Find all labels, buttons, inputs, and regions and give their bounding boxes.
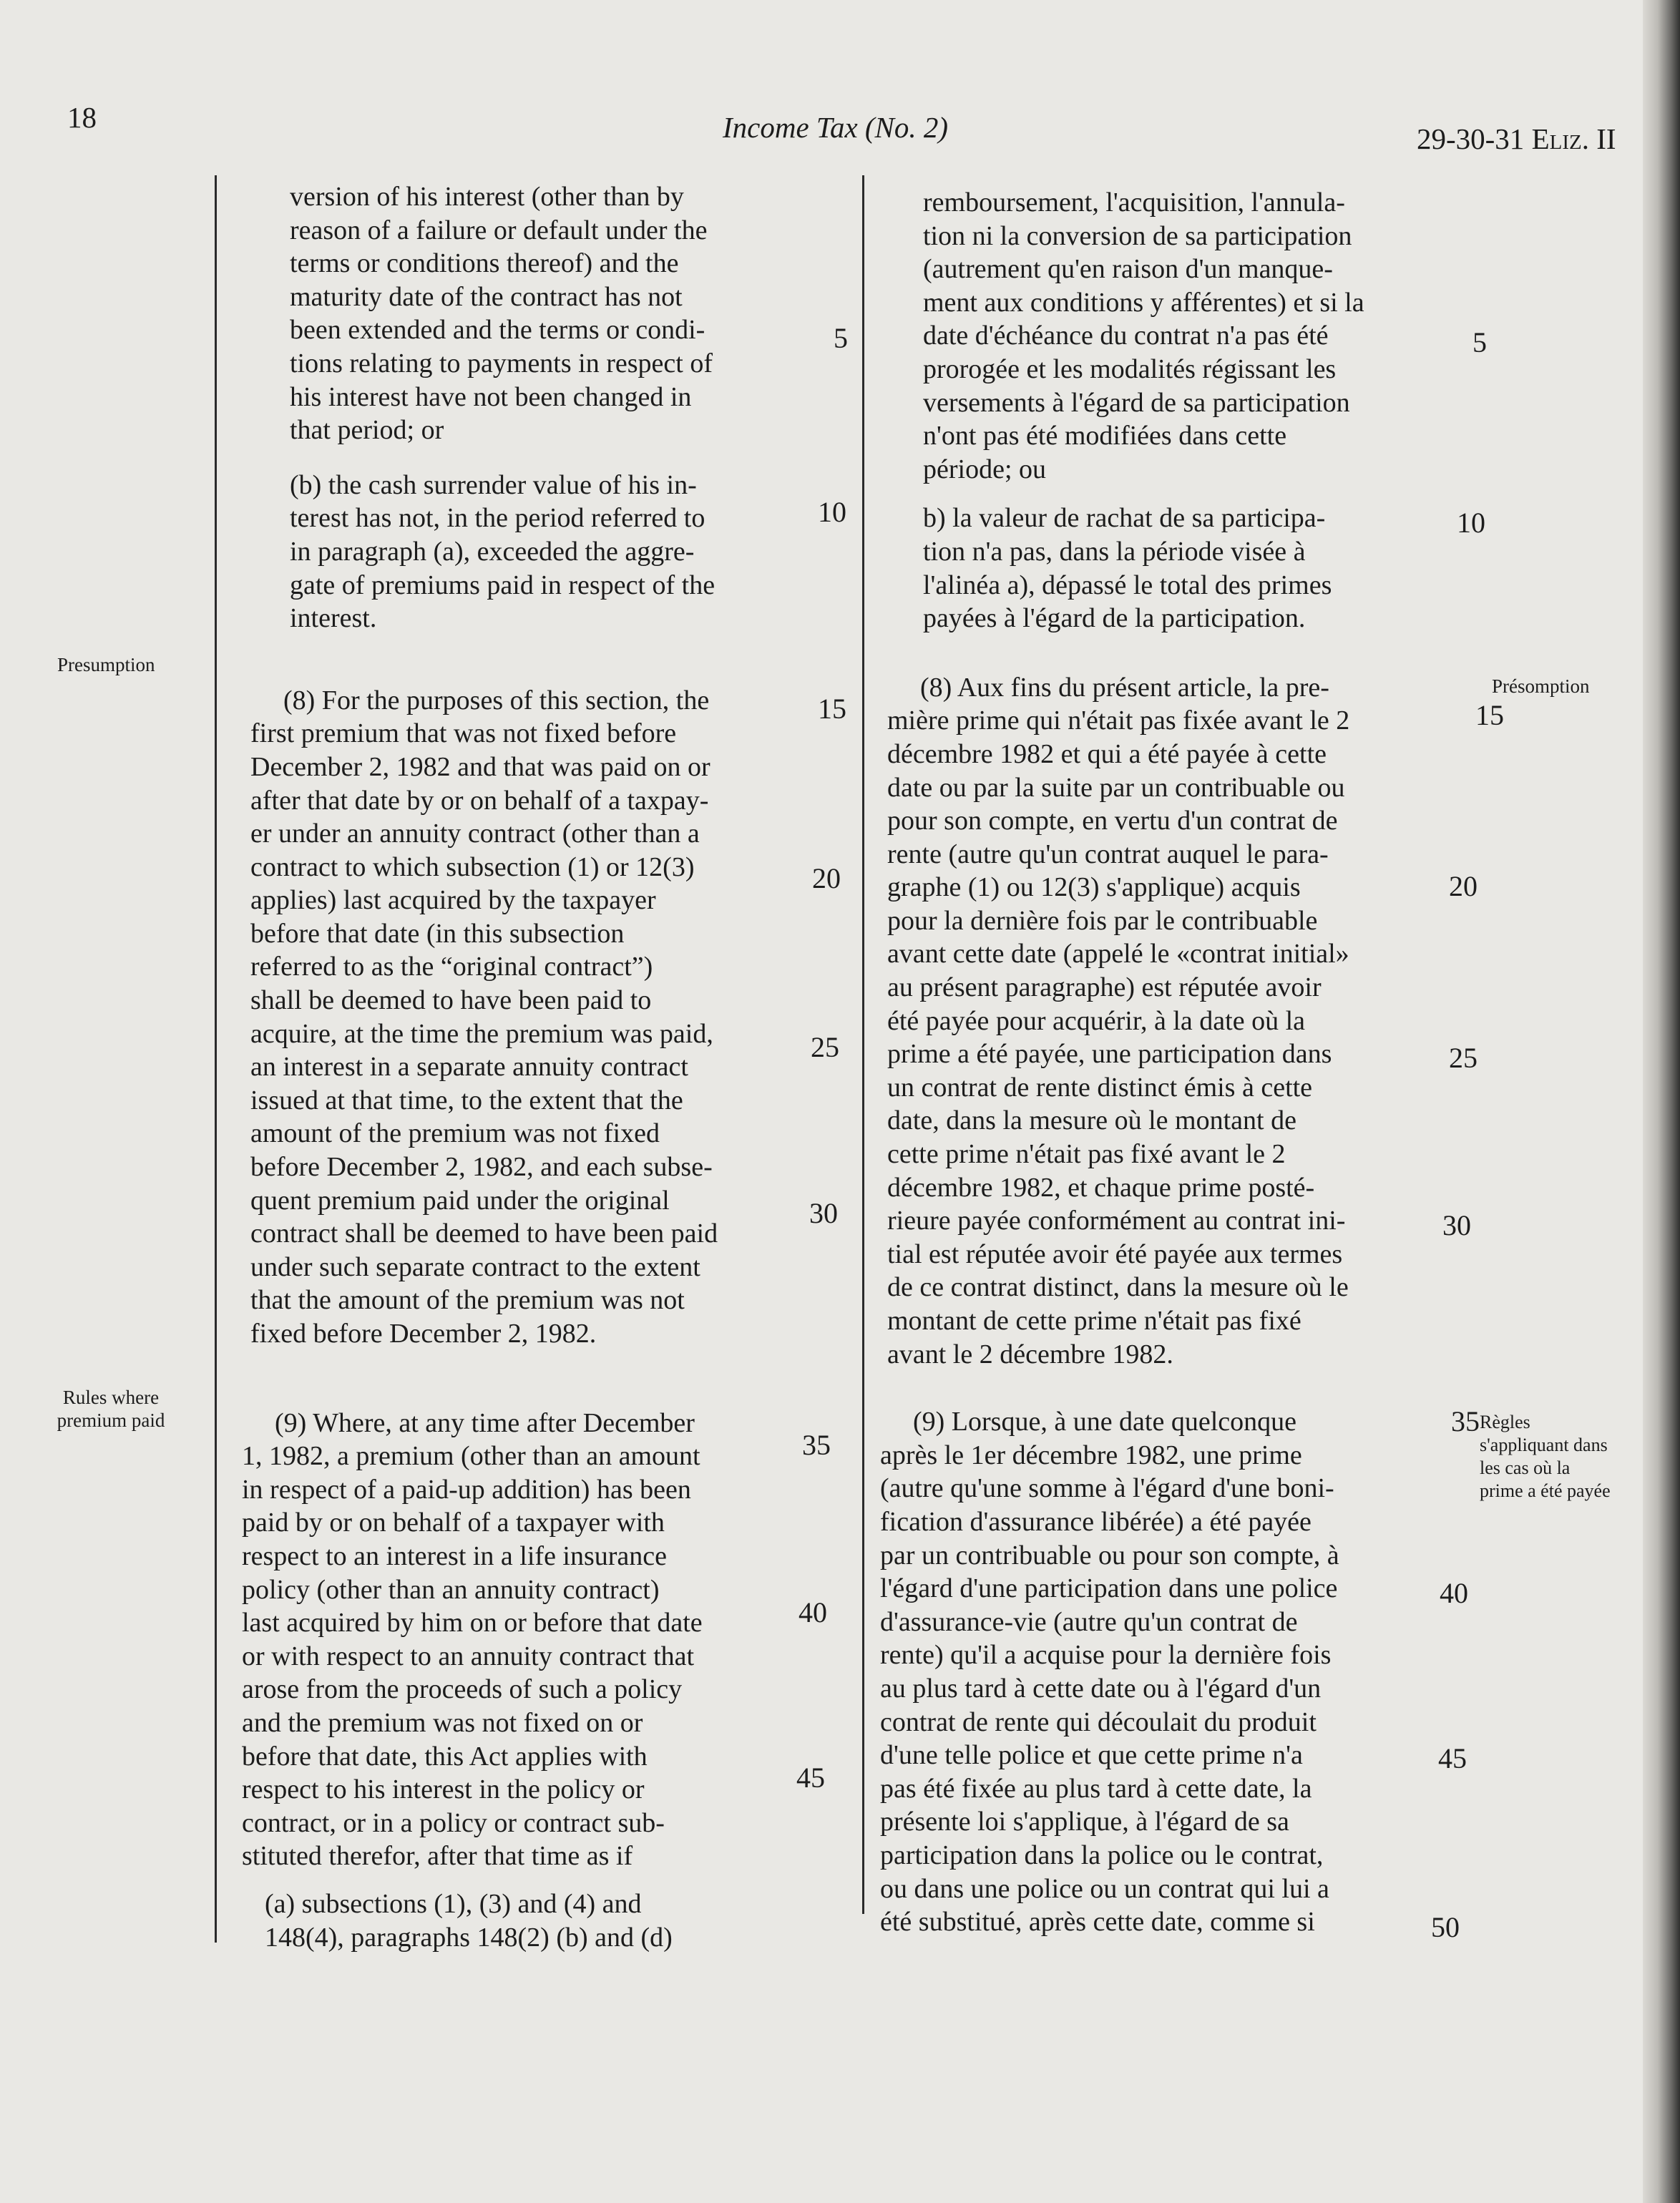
- fr-line-number: 25: [1449, 1042, 1478, 1074]
- fr-line-number: 15: [1475, 699, 1504, 731]
- fr-line-number: 20: [1449, 870, 1478, 902]
- text-line: quent premium paid under the original: [250, 1185, 670, 1216]
- text-line: been extended and the terms or condi-: [290, 315, 705, 346]
- text-line: contrat de rente qui découlait du produit: [880, 1706, 1317, 1737]
- text-line: pour la dernière fois par le contribuable: [887, 905, 1318, 936]
- text-line: prime a été payée, une participation dans: [887, 1039, 1332, 1070]
- en-subsection-9: [236, 1407, 816, 1873]
- text-line: au présent paragraphe) est réputée avoir: [887, 972, 1322, 1003]
- text-line: payées à l'égard de la participation.: [923, 603, 1306, 634]
- text-line: présente loi s'applique, à l'égard de sa: [880, 1807, 1289, 1837]
- spacer: [236, 447, 816, 469]
- fr-line-number: 50: [1431, 1911, 1460, 1943]
- fr-para-a-continuation: [880, 186, 1452, 486]
- text-line: version of his interest (other than by: [290, 182, 684, 212]
- en-line-number: 40: [799, 1596, 827, 1628]
- column-rule-left: [215, 175, 217, 1943]
- en-line-number: 15: [818, 693, 846, 725]
- page-number: 18: [67, 101, 97, 134]
- text-line: gate of premiums paid in respect of the: [290, 570, 716, 600]
- fr-line-number: 10: [1457, 507, 1485, 539]
- text-line: amount of the premium was not fixed: [250, 1118, 660, 1149]
- text-line: après le 1er décembre 1982, une prime: [880, 1440, 1302, 1470]
- text-line: and the premium was not fixed on or: [242, 1707, 643, 1738]
- text-line: after that date by or on behalf of a taxpay-: [250, 785, 709, 816]
- spacer: [236, 1351, 816, 1407]
- text-line: an interest in a separate annuity contract: [250, 1052, 688, 1083]
- text-line: respect to an interest in a life insurance: [242, 1540, 668, 1571]
- text-line: policy (other than an annuity contract): [242, 1574, 660, 1605]
- text-line: (a) subsections (1), (3) and (4) and: [265, 1888, 642, 1919]
- en-line-number: 25: [811, 1031, 839, 1063]
- text-line: fixed before December 2, 1982.: [250, 1319, 597, 1349]
- text-line: avant le 2 décembre 1982.: [887, 1339, 1173, 1369]
- text-line: applies) last acquired by the taxpayer: [250, 885, 656, 916]
- text-line: décembre 1982 et qui a été payée à cette: [887, 738, 1327, 769]
- en-line-number: 20: [812, 862, 841, 894]
- text-line: rente (autre qu'un contrat auquel le para-: [887, 839, 1329, 869]
- text-line: date d'échéance du contrat n'a pas été: [923, 321, 1329, 351]
- text-line: 148(4), paragraphs 148(2) (b) and (d): [265, 1922, 673, 1953]
- text-line: that period; or: [290, 415, 444, 446]
- text-line: terms or conditions thereof) and the: [290, 248, 679, 279]
- text-line: au plus tard à cette date ou à l'égard d'un: [880, 1673, 1322, 1704]
- text-line: before that date, this Act applies with: [242, 1741, 648, 1772]
- text-line: arose from the proceeds of such a policy: [242, 1674, 683, 1705]
- margin-note-presomption: Présomption: [1492, 675, 1590, 697]
- text-line: 1, 1982, a premium (other than an amount: [242, 1441, 700, 1472]
- running-title: Income Tax (No. 2): [723, 111, 949, 144]
- text-line: last acquired by him on or before that date: [242, 1608, 703, 1638]
- en-line-number: 5: [834, 322, 848, 354]
- text-line: versements à l'égard de sa participation: [923, 387, 1350, 418]
- text-line: reason of a failure or default under the: [290, 215, 708, 245]
- text-line: before that date (in this subsection: [250, 918, 625, 949]
- text-line: contract shall be deemed to have been paid: [250, 1218, 718, 1249]
- text-line: d'assurance-vie (autre qu'un contrat de: [880, 1606, 1298, 1637]
- en-line-number: 45: [796, 1762, 825, 1794]
- en-para-a-continuation: [236, 180, 816, 447]
- text-line: b) la valeur de rachat de sa participa-: [923, 503, 1326, 534]
- text-line: contract, or in a policy or contract sub-: [242, 1807, 665, 1838]
- text-line: par un contribuable ou pour son compte, à: [880, 1540, 1339, 1571]
- text-line: remboursement, l'acquisition, l'annula-: [923, 187, 1345, 218]
- text-line: pas été fixée au plus tard à cette date, la: [880, 1773, 1312, 1804]
- text-line: participation dans la police ou le contrat,: [880, 1840, 1324, 1870]
- text-line: d'une telle police et que cette prime n'a: [880, 1740, 1303, 1771]
- text-line: rente) qu'il a acquise pour la dernière fois: [880, 1640, 1332, 1671]
- text-line: issued at that time, to the extent that the: [250, 1085, 683, 1115]
- text-line: in paragraph (a), exceeded the aggre-: [290, 536, 695, 567]
- text-line: referred to as the “original contract”): [250, 952, 653, 982]
- text-line: l'alinéa a), dépassé le total des primes: [923, 570, 1332, 600]
- fr-line-number: 35: [1451, 1405, 1480, 1437]
- text-line: respect to his interest in the policy or: [242, 1774, 645, 1805]
- margin-note-presumption: Presumption: [57, 654, 155, 675]
- page-edge-shadow: [1643, 0, 1680, 2203]
- text-line: n'ont pas été modifiées dans cette: [923, 421, 1287, 451]
- en-subsection-8: [236, 684, 816, 1351]
- text-line: (b) the cash surrender value of his in-: [290, 469, 697, 500]
- text-line: that the amount of the premium was not: [250, 1285, 685, 1316]
- text-line: maturity date of the contract has not: [290, 281, 683, 312]
- text-line: (8) For the purposes of this section, the: [283, 685, 710, 715]
- spacer: [236, 1873, 816, 1887]
- en-para-b: [236, 469, 816, 635]
- text-line: été payée pour acquérir, à la date où la: [887, 1005, 1305, 1036]
- english-column: [236, 180, 816, 1954]
- text-line: prorogée et les modalités régissant les: [923, 353, 1337, 384]
- text-line: his interest have not been changed in: [290, 381, 692, 412]
- text-line: période; ou: [923, 454, 1047, 484]
- text-line: de ce contrat distinct, dans la mesure où le: [887, 1272, 1349, 1303]
- text-line: shall be deemed to have been paid to: [250, 985, 652, 1016]
- text-line: ou dans une police ou un contrat qui lui a: [880, 1873, 1329, 1904]
- text-line: rieure payée conformément au contrat ini-: [887, 1206, 1346, 1236]
- text-line: été substitué, après cette date, comme si: [880, 1907, 1315, 1938]
- fr-subsection-8: [880, 671, 1445, 1371]
- fr-line-number: 40: [1440, 1577, 1468, 1609]
- text-line: date ou par la suite par un contribuable ou: [887, 772, 1345, 803]
- text-line: graphe (1) ou 12(3) s'applique) acquis: [887, 872, 1301, 903]
- en-line-number: 10: [818, 496, 846, 528]
- en-line-number: 30: [809, 1197, 838, 1229]
- text-line: (autrement qu'en raison d'un manque-: [923, 254, 1333, 285]
- text-line: acquire, at the time the premium was paid,: [250, 1018, 713, 1049]
- text-line: (autre qu'une somme à l'égard d'une boni-: [880, 1473, 1334, 1504]
- text-line: tions relating to payments in respect of: [290, 348, 713, 378]
- text-line: mière prime qui n'était pas fixée avant le 2: [887, 705, 1350, 736]
- text-line: un contrat de rente distinct émis à cette: [887, 1072, 1313, 1103]
- text-line: avant cette date (appelé le «contrat initial»: [887, 939, 1349, 969]
- text-line: cette prime n'était pas fixé avant le 2: [887, 1139, 1286, 1170]
- fr-para-b: [880, 502, 1452, 635]
- text-line: (9) Where, at any time after December: [275, 1407, 695, 1438]
- text-line: fication d'assurance libérée) a été payée: [880, 1506, 1312, 1537]
- spacer: [880, 486, 1452, 502]
- text-line: montant de cette prime n'était pas fixé: [887, 1306, 1301, 1336]
- text-line: (9) Lorsque, à une date quelconque: [913, 1407, 1297, 1437]
- margin-note-regles: Règles s'appliquant dans les cas où la prime a été payée: [1480, 1412, 1611, 1501]
- french-column: [880, 186, 1452, 1939]
- text-line: ment aux conditions y afférentes) et si la: [923, 287, 1364, 318]
- text-line: under such separate contract to the extent: [250, 1251, 700, 1282]
- text-line: stituted therefor, after that time as if: [242, 1841, 633, 1872]
- text-line: contract to which subsection (1) or 12(3): [250, 851, 695, 882]
- en-line-number: 35: [802, 1429, 831, 1461]
- margin-note-rules-where: Rules where premium paid: [57, 1387, 165, 1431]
- text-line: terest has not, in the period referred to: [290, 503, 705, 534]
- text-line: paid by or on behalf of a taxpayer with: [242, 1508, 665, 1538]
- spacer: [236, 635, 816, 684]
- text-line: before December 2, 1982, and each subse-: [250, 1152, 713, 1183]
- text-line: December 2, 1982 and that was paid on or: [250, 751, 710, 782]
- session-reference: 29-30-31 Eliz. II: [1417, 122, 1616, 155]
- text-line: interest.: [290, 603, 377, 634]
- text-line: date, dans la mesure où le montant de: [887, 1105, 1296, 1136]
- text-line: tion n'a pas, dans la période visée à: [923, 536, 1306, 567]
- text-line: or with respect to an annuity contract that: [242, 1641, 695, 1671]
- fr-line-number: 5: [1473, 326, 1487, 358]
- text-line: (8) Aux fins du présent article, la pre-: [920, 672, 1329, 703]
- spacer: [880, 635, 1452, 671]
- text-line: décembre 1982, et chaque prime posté-: [887, 1172, 1315, 1203]
- column-rule-center: [862, 175, 864, 1914]
- spacer: [880, 1371, 1452, 1405]
- text-line: in respect of a paid-up addition) has been: [242, 1474, 691, 1505]
- fr-line-number: 45: [1438, 1742, 1467, 1774]
- text-line: er under an annuity contract (other than a: [250, 819, 700, 849]
- text-line: tion ni la conversion de sa participation: [923, 220, 1352, 251]
- fr-line-number: 30: [1442, 1209, 1471, 1241]
- en-para-a-9: [236, 1887, 766, 1954]
- text-line: pour son compte, en vertu d'un contrat de: [887, 806, 1338, 836]
- fr-subsection-9: [880, 1405, 1431, 1939]
- text-line: l'égard d'une participation dans une police: [880, 1573, 1338, 1604]
- text-line: tial est réputée avoir été payée aux termes: [887, 1239, 1343, 1269]
- text-line: first premium that was not fixed before: [250, 718, 677, 749]
